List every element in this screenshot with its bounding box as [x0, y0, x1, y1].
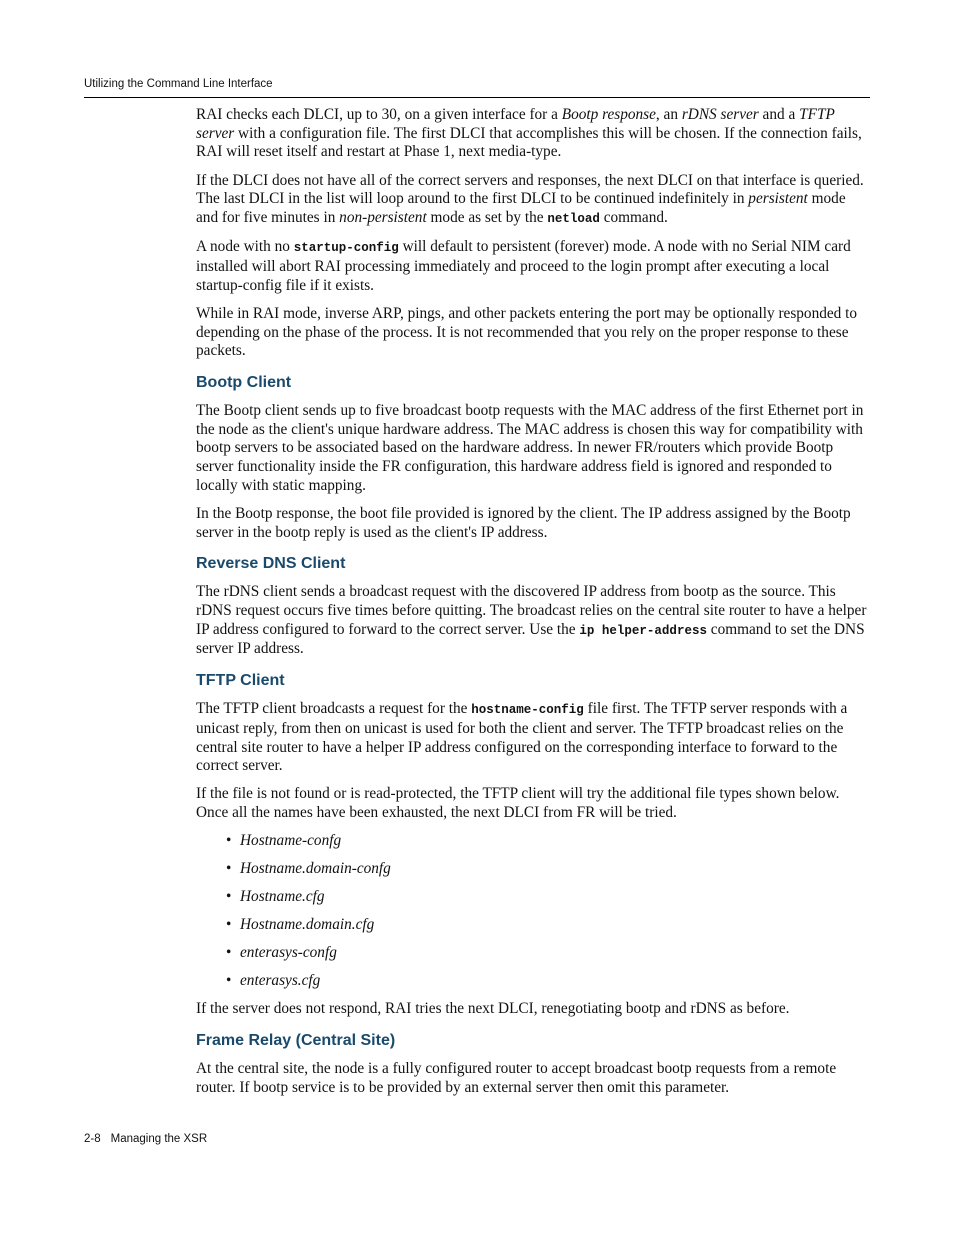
- list-item: • enterasys-confg: [226, 944, 337, 962]
- intro-paragraph-4: While in RAI mode, inverse ARP, pings, and other packets entering the port may be optionally responded to depending on the phase of the process. It is not recommended that you rely on the proper response to these packets.: [196, 304, 858, 360]
- hostname-config-code: hostname-config: [471, 703, 584, 718]
- list-item: • Hostname.domain.cfg: [226, 916, 375, 934]
- tftp-paragraph-2: If the file is not found or is read-protected, the TFTP client will try the additional file types shown below. Once all the names have been exhausted, the next DLCI from FR will be tried.: [196, 785, 840, 822]
- bullet-icon: •: [226, 832, 232, 850]
- bootp-paragraph-1: The Bootp client sends up to five broadcast bootp requests with the MAC address of the first Ethernet port in the node as the client's unique hardware address. The MAC address is chosen this way for compatibility with bootp servers to be associated based on the hardware address. In newer FR/routers which provide Bootp server functionality inside the FR configuration, this hardware address field is ignored and responded to locally with static mapping.: [196, 401, 864, 494]
- bullet-icon: •: [226, 888, 232, 906]
- tftp-paragraph-3: If the server does not respond, RAI tries the next DLCI, renegotiating bootp and rDNS as before.: [196, 1000, 790, 1018]
- page-number: 2-8: [84, 1133, 101, 1145]
- bootp-client-heading: Bootp Client: [196, 373, 292, 391]
- bullet-icon: •: [226, 916, 232, 934]
- intro-paragraph-1: RAI checks each DLCI, up to 30, on a given interface for a Bootp response, an rDNS server and a TFTP server with a configuration file. The first DLCI that accomplishes this will be chosen. If the connection fails, RAI will reset itself and restart at Phase 1, next media-type.: [196, 106, 862, 161]
- list-item: • Hostname.domain-confg: [226, 860, 391, 878]
- netload-command: netload: [547, 212, 600, 227]
- bullet-icon: •: [226, 860, 232, 878]
- reverse-dns-client-heading: Reverse DNS Client: [196, 555, 346, 573]
- running-header: Utilizing the Command Line Interface: [84, 78, 273, 90]
- header-rule: [84, 97, 870, 98]
- bullet-icon: •: [226, 944, 232, 962]
- bullet-icon: •: [226, 972, 232, 990]
- tftp-client-heading: TFTP Client: [196, 672, 285, 690]
- frame-relay-heading: Frame Relay (Central Site): [196, 1032, 396, 1050]
- intro-paragraph-3: A node with no startup-config will default to persistent (forever) mode. A node with no Serial NIM card installed will abort RAI processing immediately and proceed to the login prompt after executing a local startup-config file if it exists.: [196, 238, 851, 294]
- tftp-paragraph-1: The TFTP client broadcasts a request for the hostname-config file first. The TFTP server responds with a unicast reply, from then on unicast is used for both the client and server. The TFTP broadcast relies on the central site router to have a helper IP address configured on the corresponding interface to forward to the correct server.: [196, 700, 848, 775]
- running-footer: [84, 1133, 207, 1145]
- list-item: • Hostname.cfg: [226, 888, 325, 906]
- list-item: • enterasys.cfg: [226, 972, 321, 990]
- file-types-list: [196, 832, 870, 991]
- page-content: [196, 106, 870, 1107]
- bootp-paragraph-2: In the Bootp response, the boot file provided is ignored by the client. The IP address assigned by the Bootp server in the bootp reply is used as the client's IP address.: [196, 504, 851, 541]
- rdns-paragraph-1: The rDNS client sends a broadcast request with the discovered IP address from bootp as the source. This rDNS request occurs five times before quitting. The broadcast relies on the central site router to have a helper IP address configured to forward to the correct server. Use the ip helper-address command to set the DNS server IP address.: [196, 583, 867, 658]
- ip-helper-address-command: ip helper-address: [579, 623, 707, 638]
- startup-config-code: startup-config: [293, 241, 399, 256]
- frame-relay-paragraph-1: At the central site, the node is a fully configured router to accept broadcast bootp requests from a remote router. If bootp service is to be provided by an external server then omit this parameter.: [196, 1060, 837, 1096]
- intro-paragraph-2: If the DLCI does not have all of the correct servers and responses, the next DLCI on that interface is queried. The last DLCI in the list will loop around to the first DLCI to be continued indefinitely in persistent mode and for five minutes in non-persistent mode as set by the netload command.: [196, 171, 864, 227]
- list-item: • Hostname-confg: [226, 832, 342, 850]
- footer-title: Managing the XSR: [110, 1133, 208, 1145]
